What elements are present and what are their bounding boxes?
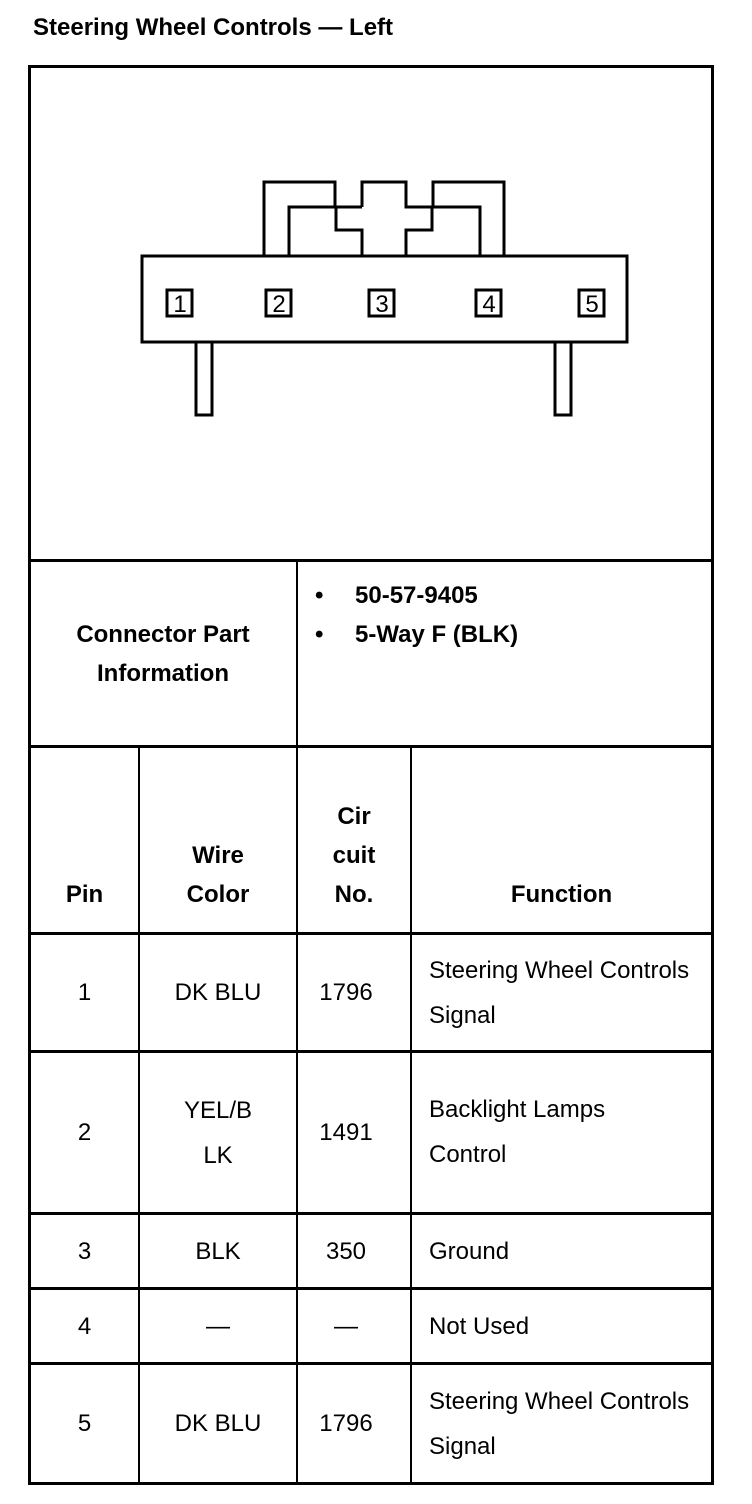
row-5-circuit: 1796 xyxy=(319,1410,373,1437)
bullet-icon: • xyxy=(315,621,324,648)
connector-key xyxy=(336,182,432,256)
row-4-pin: 4 xyxy=(77,1312,92,1340)
row-5-function: Steering Wheel Controls Signal xyxy=(429,1387,690,1460)
header-wire-color: Wire Color xyxy=(186,842,250,908)
row-1-wire-color: DK BLU xyxy=(174,979,262,1006)
row-4-wire-color: — xyxy=(206,1312,230,1340)
row-3-circuit: 350 xyxy=(325,1237,367,1265)
connector-info-item xyxy=(315,582,478,610)
part-number: 50-57-9405 xyxy=(355,582,478,609)
connector-type: 5-Way F (BLK) xyxy=(355,621,519,648)
connector-latch-right xyxy=(555,343,571,415)
divider xyxy=(296,561,298,747)
pin-label-1: 1 xyxy=(173,291,187,318)
connector-clip-left xyxy=(264,182,335,256)
header-function: Function xyxy=(510,881,613,908)
row-4-circuit: — xyxy=(334,1312,358,1340)
connector-info-item xyxy=(315,621,518,649)
row-2-pin: 2 xyxy=(77,1119,92,1146)
divider xyxy=(28,1482,714,1485)
page-title: Steering Wheel Controls — Left xyxy=(33,14,394,41)
pin-label-3: 3 xyxy=(375,291,389,318)
connector-latch-left xyxy=(196,343,212,415)
row-3-wire-color: BLK xyxy=(195,1237,241,1265)
row-1-circuit: 1796 xyxy=(319,979,373,1006)
pin-label-5: 5 xyxy=(585,291,599,318)
connector-info-label: Connector Part Information xyxy=(76,621,250,687)
row-5-wire-color: DK BLU xyxy=(174,1410,262,1437)
row-5-pin: 5 xyxy=(77,1410,92,1437)
pin-label-4: 4 xyxy=(482,291,496,318)
pin-label-2: 2 xyxy=(272,291,286,318)
row-4-function: Not Used xyxy=(429,1312,530,1340)
row-3-function: Ground xyxy=(429,1237,510,1265)
header-circuit: Cir cuit No. xyxy=(332,803,376,908)
row-1-pin: 1 xyxy=(77,979,92,1006)
connector-diagram xyxy=(0,0,752,560)
row-2-circuit: 1491 xyxy=(319,1119,373,1146)
row-2-wire-color: YEL/B LK xyxy=(183,1096,253,1169)
header-pin: Pin xyxy=(65,881,104,908)
row-2-function: Backlight Lamps Control xyxy=(429,1096,606,1168)
row-3-pin: 3 xyxy=(77,1237,92,1265)
connector-clip-right xyxy=(433,182,504,256)
bullet-icon: • xyxy=(315,582,324,609)
row-1-function: Steering Wheel Controls Signal xyxy=(429,956,690,1029)
